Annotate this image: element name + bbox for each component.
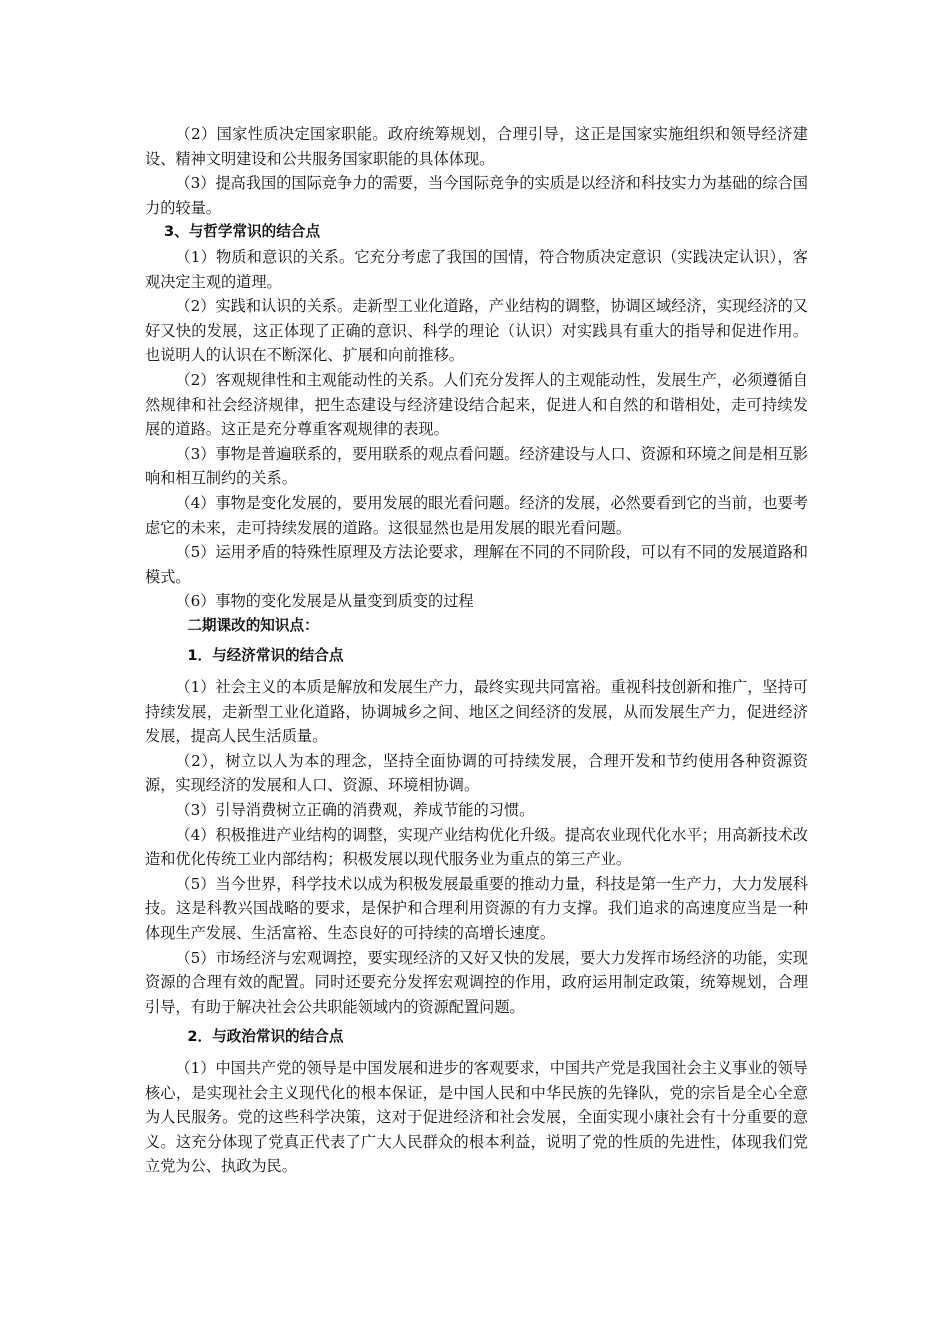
paragraph-science-technology: （5）当今世界，科学技术以成为积极发展最重要的推动力量，科技是第一生产力，大力发展科技。这是科教兴国战略的要求，是保护和合理利用资源的有力支撑。我们追求的高速度应当是一种体现生产发展、生活富裕、生态良好的可持续的高增长速度。	[145, 874, 808, 942]
paragraph-people-oriented: （2），树立以人为本的理念，坚持全面协调的可持续发展，合理开发和节约使用各种资源资源，实现经济的发展和人口、资源、环境相协调。	[145, 751, 808, 795]
paragraph-objective-laws: （2）客观规律性和主观能动性的关系。人们充分发挥人的主观能动性，发展生产，必须遵循自然规律和社会经济规律，把生态建设与经济建设结合起来，促进人和自然的和谐相处，走可持续发展的道路。这正是充分尊重客观规律的表现。	[145, 370, 808, 439]
paragraph-party-leadership: （1）中国共产党的领导是中国发展和进步的客观要求，中国共产党是我国社会主义事业的领导核心，是实现社会主义现代化的根本保证，是中国人民和中华民族的先锋队，党的宗旨是全心全意为人民服务。党的这些科学决策，这对于促进经济和社会发展，全面实现小康社会有十分重要的意义。这充分体现了党真正代表了广大人民群众的根本利益，说明了党的性质的先进性，体现我们党立党为公、执政为民。	[145, 1058, 808, 1176]
paragraph-matter-consciousness: （1）物质和意识的关系。它充分考虑了我国的国情，符合物质决定意识（实践决定认识），客观决定主观的道理。	[145, 247, 808, 291]
paragraph-universal-connection: （3）事物是普遍联系的，要用联系的观点看问题。经济建设与人口、资源和环境之间是相互影响和相互制约的关系。	[145, 444, 808, 488]
paragraph-contradiction-particularity: （5）运用矛盾的特殊性原理及方法论要求，理解在不同的不同阶段，可以有不同的发展道路和模式。	[145, 543, 808, 586]
paragraph-development-view: （4）事物是变化发展的，要用发展的眼光看问题。经济的发展，必然要看到它的当前，也要考虑它的未来，走可持续发展的道路。这很显然也是用发展的眼光看问题。	[145, 493, 808, 537]
paragraph-consumption-view: （3）引导消费树立正确的消费观，养成节能的习惯。	[175, 801, 535, 820]
paragraph-quantity-quality: （6）事物的变化发展是从量变到质变的过程	[175, 592, 474, 611]
paragraph-state-functions: （2）国家性质决定国家职能。政府统筹规划，合理引导，这正是国家实施组织和领导经济建设、精神文明建设和公共服务国家职能的具体体现。	[145, 125, 808, 168]
paragraph-socialism-essence: （1）社会主义的本质是解放和发展生产力，最终实现共同富裕。重视科技创新和推广，坚持可持续发展，走新型工业化道路，协调城乡之间、地区之间经济的发展，从而发展生产力，促进经济发展，提高人民生活质量。	[145, 678, 808, 746]
document-page	[145, 122, 808, 1179]
heading-politics-links: 2．与政治常识的结合点	[187, 1028, 344, 1046]
paragraph-international-competition: （3）提高我国的国际竞争力的需要，当今国际竞争的实质是以经济和科技实力为基础的综合国力的较量。	[145, 174, 808, 217]
paragraph-market-macro-control: （5）市场经济与宏观调控，要实现经济的又好又快的发展，要大力发挥市场经济的功能，实现资源的合理有效的配置。同时还要充分发挥宏观调控的作用，政府运用制定政策，统筹规划，合理引导，有助于解决社会公共职能领域内的资源配置问题。	[145, 948, 808, 1016]
paragraph-industrial-structure: （4）积极推进产业结构的调整，实现产业结构优化升级。提高农业现代化水平；用高新技术改造和优化传统工业内部结构；积极发展以现代服务业为重点的第三产业。	[145, 825, 808, 869]
heading-economics-links: 1．与经济常识的结合点	[187, 647, 344, 665]
heading-curriculum-reform: 二期课改的知识点：	[187, 616, 319, 634]
heading-philosophy-links: 3、与哲学常识的结合点	[163, 223, 321, 241]
paragraph-practice-cognition: （2）实践和认识的关系。走新型工业化道路，产业结构的调整，协调区域经济，实现经济的又好又快的发展，这正体现了正确的意识、科学的理论（认识）对实践具有重大的指导和促进作用。也说明人的认识在不断深化、扩展和向前推移。	[145, 297, 808, 365]
